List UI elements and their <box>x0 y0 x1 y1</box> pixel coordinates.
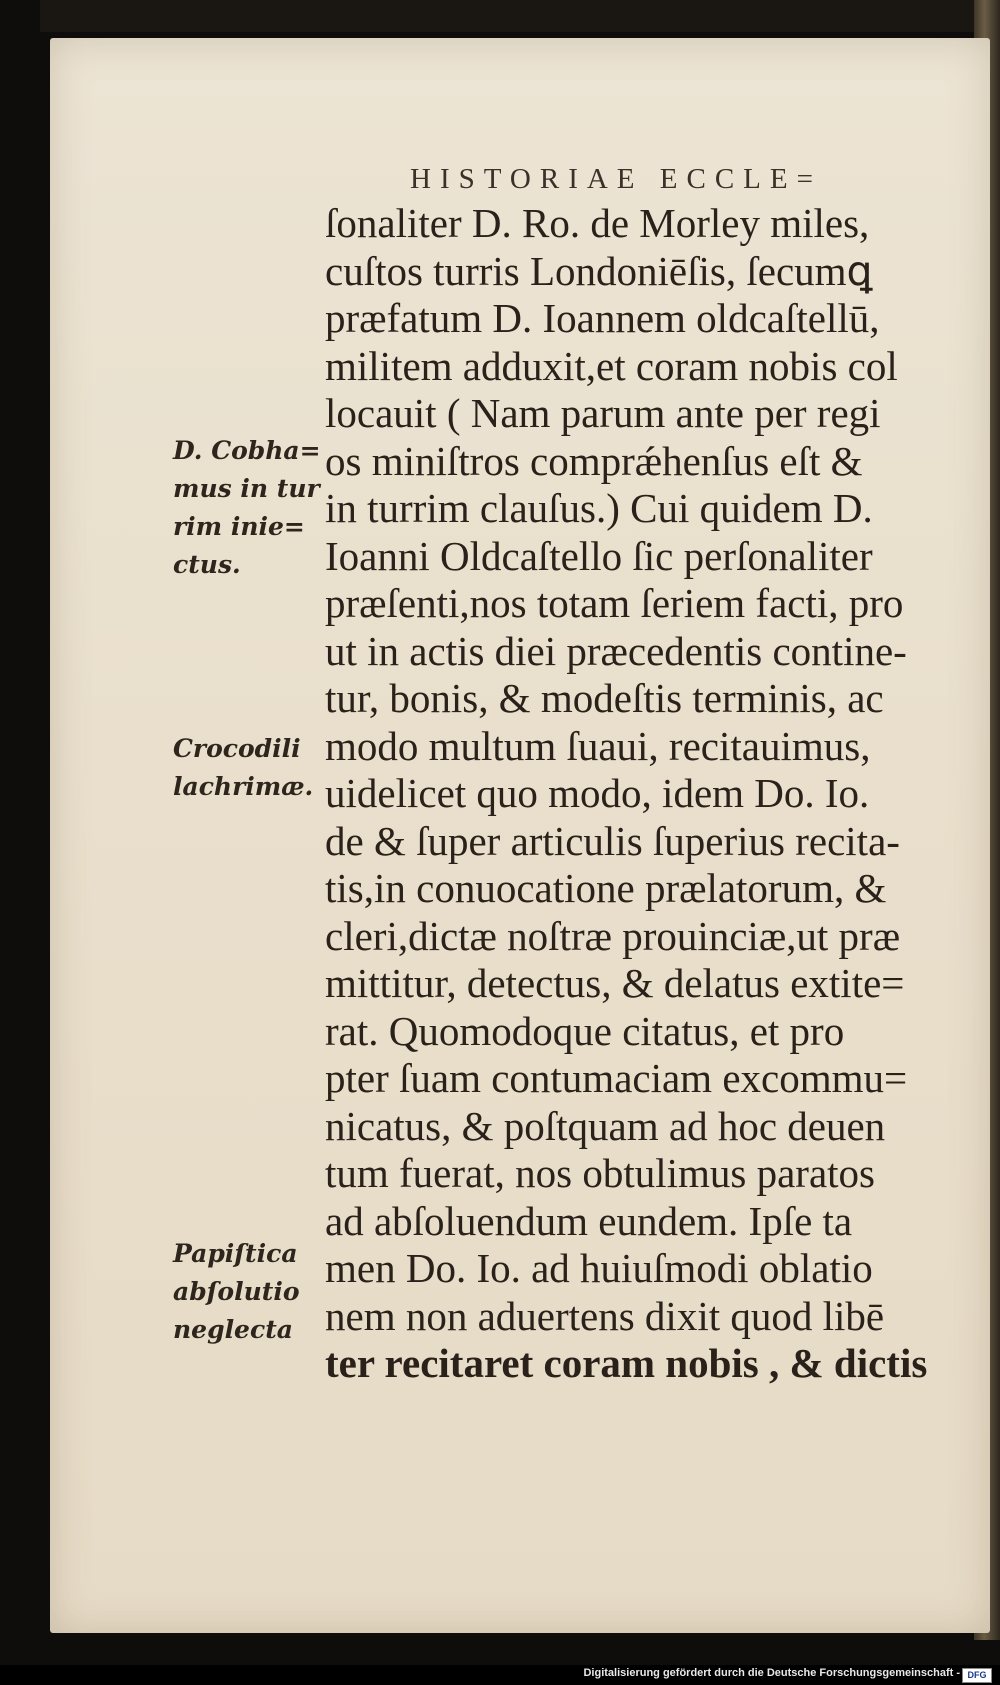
text-line: men Do. Io. ad huiuſmodi oblatio <box>325 1245 873 1291</box>
marginal-note-line: rim inie= <box>173 512 305 541</box>
marginal-note-cobhamus <box>173 432 323 584</box>
text-line: rat. Quomodoque citatus, et pro <box>325 1007 845 1054</box>
text-line: locauit ( Nam parum ante per regi <box>325 390 881 436</box>
text-line: uidelicet quo modo, idem Do. Io. <box>325 770 870 816</box>
marginal-note-line: abſolutio <box>173 1277 300 1306</box>
marginal-note-line: D. Cobha= <box>173 436 321 465</box>
text-line: mittitur, detectus, & delatus extite= <box>325 960 905 1006</box>
text-line: nicatus, & poſtquam ad hoc deuen <box>325 1102 886 1149</box>
text-line: præſenti,nos totam ſeriem facti, pro <box>325 580 904 626</box>
text-line: ſonaliter D. Ro. de Morley miles, <box>325 200 870 246</box>
text-line: Ioanni Oldcaſtello ſic perſonaliter <box>325 532 873 579</box>
running-head: HISTORIAE ECCLE= <box>410 163 822 195</box>
text-line: præfatum D. Ioannem oldcaſtellū, <box>325 295 880 341</box>
text-line: modo multum ſuaui, recitauimus, <box>325 722 871 769</box>
marginal-note-crocodili <box>173 730 323 806</box>
marginal-note-line: neglecta <box>173 1315 293 1344</box>
text-line: militem adduxit,et coram nobis col <box>325 342 898 389</box>
text-line: ut in actis diei præcedentis contine- <box>325 627 907 674</box>
text-line: de & ſuper articulis ſuperius recita- <box>325 817 900 864</box>
marginal-note-line: Crocodili <box>173 734 301 763</box>
text-line: cleri,dictæ noſtræ prouinciæ,ut præ <box>325 912 901 959</box>
text-line: pter ſuam contumaciam excommu= <box>325 1055 908 1101</box>
text-line: tis,in conuocatione prælatorum, & <box>325 865 887 911</box>
text-line: in turrim clauſus.) Cui quidem D. <box>325 485 873 531</box>
text-line: ter recitaret coram nobis , & dictis <box>325 1340 928 1386</box>
marginal-note-line: lachrimæ. <box>173 772 314 801</box>
marginal-note-line: ctus. <box>173 550 241 579</box>
text-line: cuſtos turris Londoniēſis, ſecumꝗ <box>325 247 873 294</box>
dfg-logo: DFG <box>962 1668 992 1683</box>
text-line: os miniſtros comprǽhenſus eſt & <box>325 437 863 484</box>
body-text <box>325 200 965 1388</box>
marginal-note-line: Papiſtica <box>173 1239 298 1268</box>
text-line: ad abſoluendum eundem. Ipſe ta <box>325 1197 853 1244</box>
marginal-note-papistica <box>173 1235 323 1349</box>
footer-credit-text: Digitalisierung gefördert durch die Deutsche Forschungsgemeinschaft - <box>583 1667 960 1679</box>
text-line: tum fuerat, nos obtulimus paratos <box>325 1150 875 1196</box>
text-line: tur, bonis, & modeſtis terminis, ac <box>325 675 884 721</box>
text-line: nem non aduertens dixit quod libē <box>325 1292 885 1339</box>
marginal-note-line: mus in tur <box>173 474 320 503</box>
book-edge-top <box>40 0 1000 32</box>
